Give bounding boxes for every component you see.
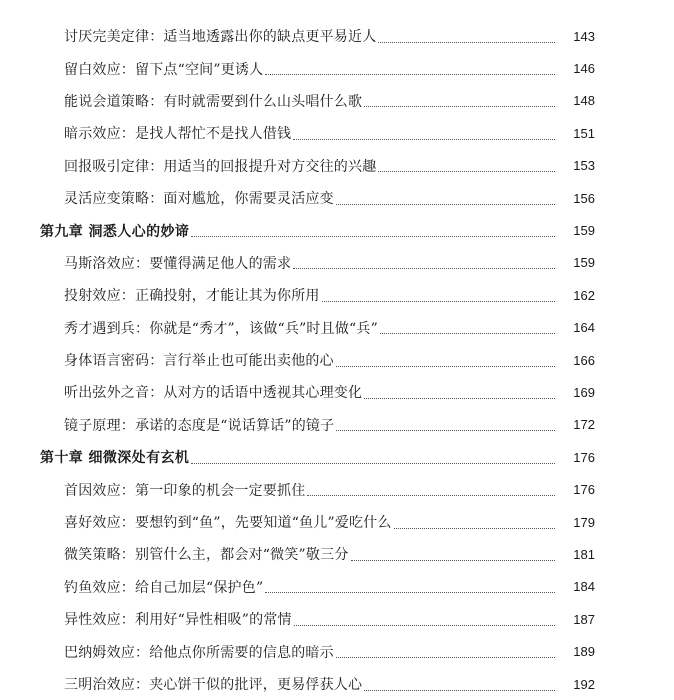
dot-leader xyxy=(322,291,555,302)
toc-entry[interactable] xyxy=(0,376,674,408)
toc-entry[interactable] xyxy=(0,668,674,700)
page-number: 189 xyxy=(573,644,595,660)
entry-title: 微笑策略：别管什么主，都会对“微笑”敬三分 xyxy=(64,547,349,564)
dot-leader xyxy=(336,194,555,205)
page-number: 151 xyxy=(573,125,595,141)
entry-title: 异性效应：利用好“异性相吸”的常情 xyxy=(64,612,292,629)
toc-entry[interactable] xyxy=(0,52,674,84)
page-number: 159 xyxy=(573,255,595,271)
chapter-title: 第九章 洞悉人心的妙谛 xyxy=(40,223,190,240)
entry-title: 身体语言密码：言行举止也可能出卖他的心 xyxy=(64,353,334,370)
page-number: 166 xyxy=(573,352,595,368)
dot-leader xyxy=(293,129,555,140)
entry-title: 灵活应变策略：面对尴尬，你需要灵活应变 xyxy=(64,191,334,208)
entry-title: 首因效应：第一印象的机会一定要抓住 xyxy=(64,482,306,499)
dot-leader xyxy=(265,582,555,593)
toc-entry[interactable] xyxy=(0,117,674,149)
page-number: 176 xyxy=(573,482,595,498)
dot-leader xyxy=(351,550,555,561)
entry-title: 镜子原理：承诺的态度是“说话算话”的镜子 xyxy=(64,417,335,434)
page-number: 143 xyxy=(573,28,595,44)
toc-entry[interactable] xyxy=(0,150,674,182)
dot-leader xyxy=(307,485,555,496)
dot-leader xyxy=(394,518,555,529)
entry-title: 钓鱼效应：给自己加层“保护色” xyxy=(64,579,264,596)
toc-entry[interactable] xyxy=(0,312,674,344)
entry-title: 喜好效应：要想钓到“鱼”，先要知道“鱼儿”爱吃什么 xyxy=(64,515,392,532)
page-number: 148 xyxy=(573,93,595,109)
page-number: 153 xyxy=(573,158,595,174)
dot-leader xyxy=(364,680,555,691)
page-number: 169 xyxy=(573,384,595,400)
entry-title: 留白效应：留下点“空间”更诱人 xyxy=(64,61,264,78)
toc-entry[interactable] xyxy=(0,506,674,538)
toc-entry[interactable] xyxy=(0,603,674,635)
entry-title: 马斯洛效应：要懂得满足他人的需求 xyxy=(64,255,292,272)
toc-entry[interactable] xyxy=(0,247,674,279)
toc-entry[interactable] xyxy=(0,538,674,570)
dot-leader xyxy=(380,323,555,334)
chapter-title: 第十章 细微深处有玄机 xyxy=(40,450,190,467)
page-number: 187 xyxy=(573,611,595,627)
dot-leader xyxy=(336,420,555,431)
dot-leader xyxy=(378,32,555,43)
page-number: 179 xyxy=(573,514,595,530)
toc-entry[interactable] xyxy=(0,635,674,667)
dot-leader xyxy=(293,258,555,269)
page-number: 146 xyxy=(573,61,595,77)
dot-leader xyxy=(191,453,555,464)
page-number: 192 xyxy=(573,676,595,692)
page-number: 176 xyxy=(573,449,595,465)
toc-entry[interactable] xyxy=(0,473,674,505)
page-number: 156 xyxy=(573,190,595,206)
page-number: 164 xyxy=(573,320,595,336)
entry-title: 秀才遇到兵：你就是“秀才”，该做“兵”时且做“兵” xyxy=(64,320,378,337)
entry-title: 巴纳姆效应：给他点你所需要的信息的暗示 xyxy=(64,644,334,661)
toc-entry[interactable] xyxy=(0,344,674,376)
page-number: 172 xyxy=(573,417,595,433)
dot-leader xyxy=(191,226,555,237)
toc-entry[interactable] xyxy=(0,182,674,214)
dot-leader xyxy=(364,96,555,107)
page-number: 181 xyxy=(573,546,595,562)
dot-leader xyxy=(265,64,555,75)
entry-title: 能说会道策略：有时就需要到什么山头唱什么歌 xyxy=(64,93,363,110)
dot-leader xyxy=(336,356,555,367)
entry-title: 投射效应：正确投射，才能让其为你所用 xyxy=(64,288,320,305)
toc-entry[interactable] xyxy=(0,85,674,117)
toc-entry[interactable] xyxy=(0,571,674,603)
toc-entry[interactable] xyxy=(0,20,674,52)
dot-leader xyxy=(294,615,555,626)
toc-chapter-heading[interactable] xyxy=(0,214,674,246)
page-number: 159 xyxy=(573,223,595,239)
page-number: 162 xyxy=(573,287,595,303)
dot-leader xyxy=(364,388,555,399)
dot-leader xyxy=(336,647,555,658)
entry-title: 暗示效应：是找人帮忙不是找人借钱 xyxy=(64,126,292,143)
entry-title: 听出弦外之音：从对方的话语中透视其心理变化 xyxy=(64,385,363,402)
entry-title: 回报吸引定律：用适当的回报提升对方交往的兴趣 xyxy=(64,158,377,175)
entry-title: 讨厌完美定律：适当地透露出你的缺点更平易近人 xyxy=(64,29,377,46)
toc-entry[interactable] xyxy=(0,409,674,441)
toc-chapter-heading[interactable] xyxy=(0,441,674,473)
entry-title: 三明治效应：夹心饼干似的批评，更易俘获人心 xyxy=(64,677,363,693)
dot-leader xyxy=(378,161,555,172)
table-of-contents xyxy=(0,20,674,700)
toc-entry[interactable] xyxy=(0,279,674,311)
page-number: 184 xyxy=(573,579,595,595)
